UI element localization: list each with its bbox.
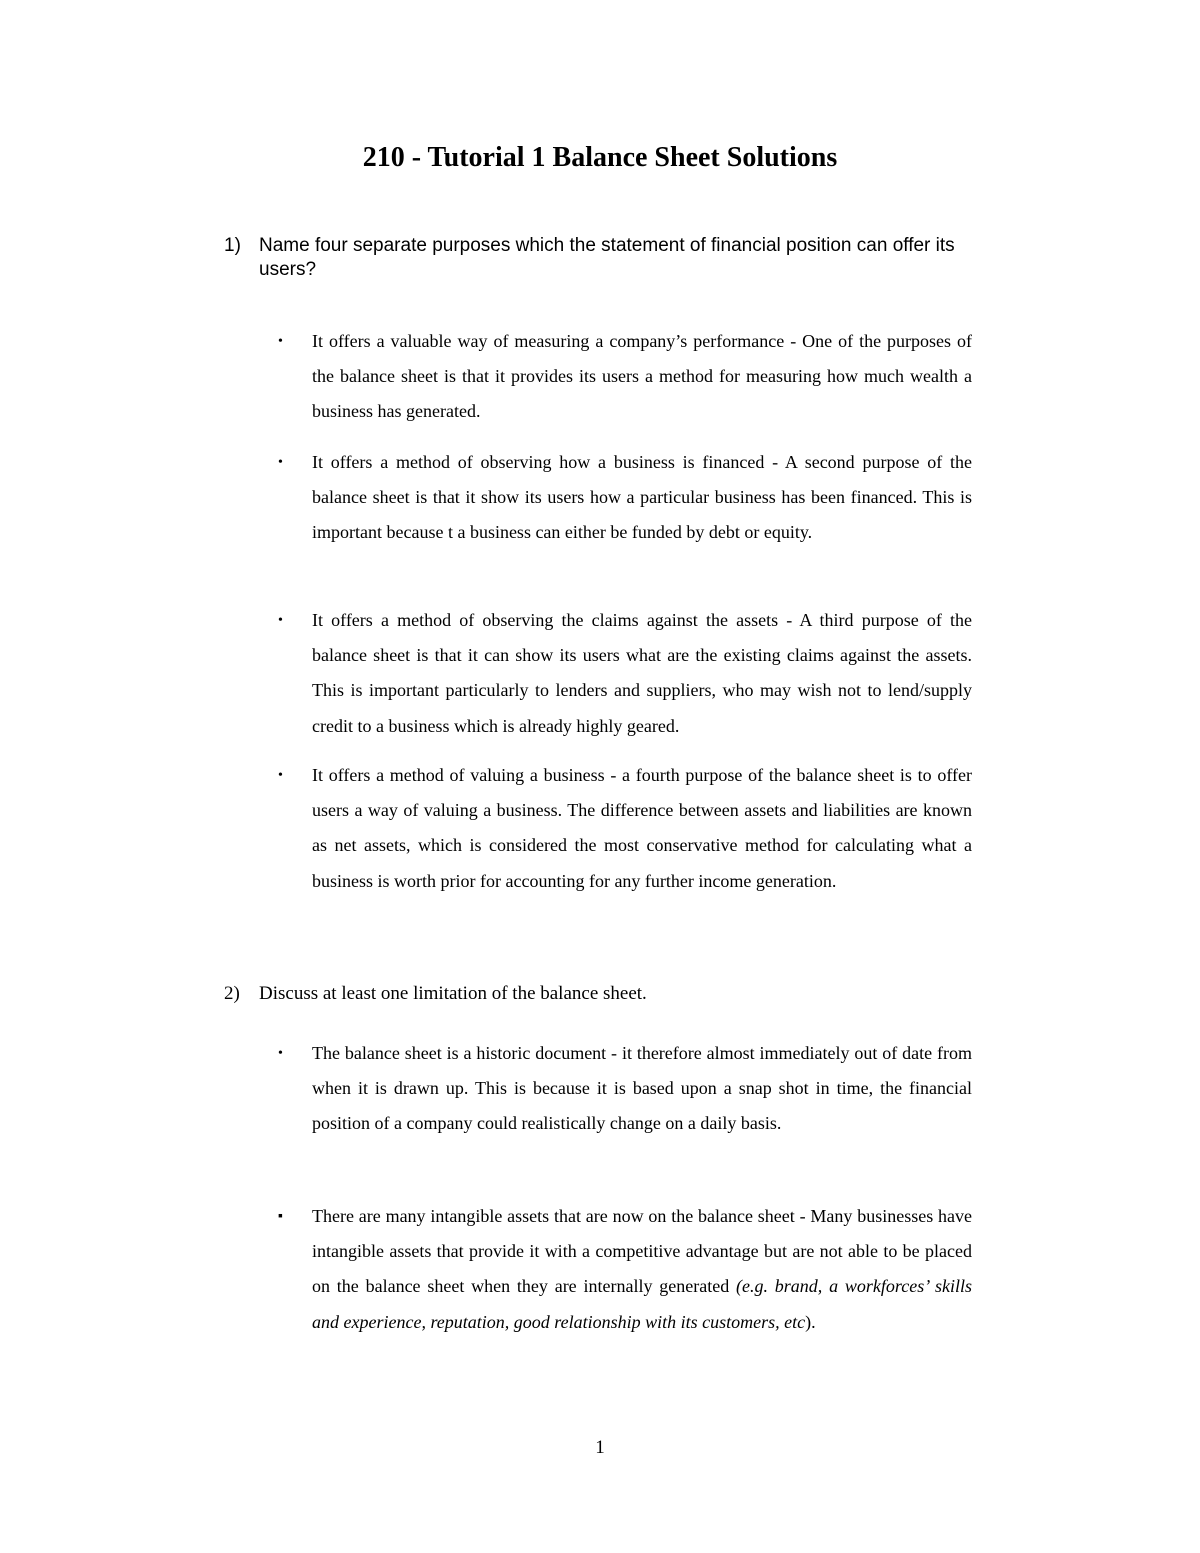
bullet-icon: • [278,768,283,783]
question-text: Discuss at least one limitation of the balance sheet. [259,983,647,1004]
list-item [278,1199,972,1340]
bullet-text: It offers a valuable way of measuring a company’s performance - One of the purposes of the balance sheet is that it provides its users a method for measuring how much wealth a business has generated. [312,331,972,422]
bullet-text: It offers a method of observing the claims against the assets - A third purpose of the balance sheet is that it can show its users what are the existing claims against the assets. This is important particularly to lenders and suppliers, who may wish not to lend/supply credit to a business which is already highly geared. [312,610,972,736]
question-text: Name four separate purposes which the statement of financial position can offer its users? [259,235,955,280]
question-2 [224,982,984,1006]
bullet-text: The balance sheet is a historic document - it therefore almost immediately out of date from when it is drawn up. This is because it is based upon a snap shot in time, the financial position of a company could realistically change on a daily basis. [312,1043,972,1134]
bullet-icon: • [278,334,283,349]
bullet-text-end: ). [805,1311,816,1332]
question-number: 2) [224,983,240,1004]
list-item [278,603,972,744]
bullet-icon: • [278,1046,283,1061]
question-number: 1) [224,235,241,256]
list-item [278,758,972,899]
bullet-icon: • [278,613,283,628]
document-title: 210 - Tutorial 1 Balance Sheet Solutions [362,142,838,173]
bullet-text [312,1199,972,1340]
list-item [278,1036,972,1142]
bullet-text: It offers a method of observing how a business is financed - A second purpose of the balance sheet is that it show its users how a particular business has been financed. This is important because t a business can either be funded by debt or equity. [312,452,972,543]
question-1 [224,234,984,282]
page-number: 1 [595,1437,605,1458]
list-item [278,445,972,551]
bullet-text-main: There are many intangible assets that are now on the balance sheet - Many businesses have intangible assets that provide it with a competitive advantage but are not able to be placed on the balance sheet when they are internally generated [312,1206,972,1297]
bullet-text: It offers a method of valuing a business - a fourth purpose of the balance sheet is to offer users a way of valuing a business. The difference between assets and liabilities are known as net assets, which is considered the most conservative method for calculating what a business is worth prior for accounting for any further income generation. [312,765,972,891]
bullet-icon: • [278,455,283,470]
square-bullet-icon: ▪ [278,1209,283,1224]
bullet-text-examples: (e.g. brand, a workforces’ skills and experience, reputation, good relationship with its customers, etc [312,1276,973,1332]
list-item [278,324,972,430]
